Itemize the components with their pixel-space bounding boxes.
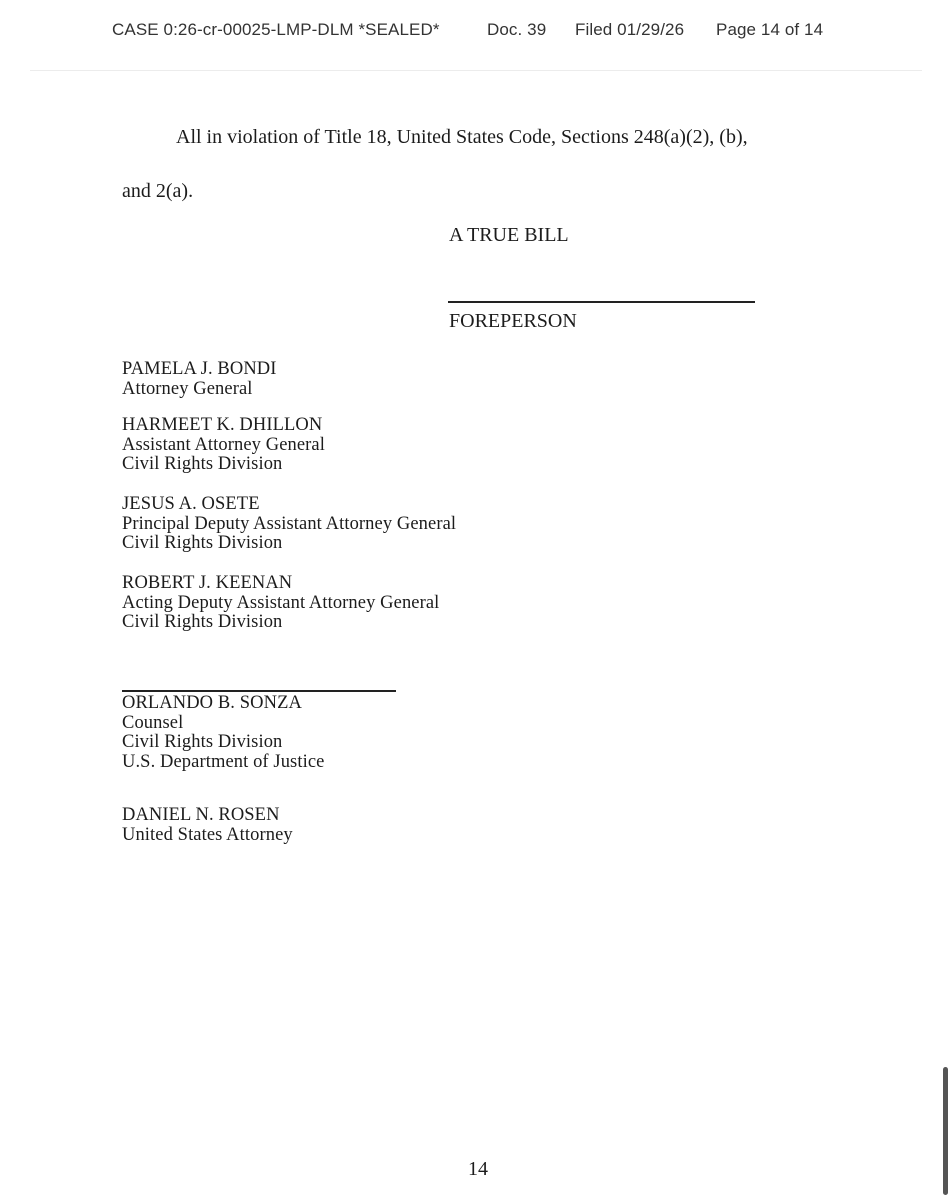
- signatory-title: United States Attorney: [122, 824, 293, 845]
- signatory-title: Principal Deputy Assistant Attorney General: [122, 513, 457, 534]
- filed-date: Filed 01/29/26: [575, 20, 685, 39]
- signatory-division: Civil Rights Division: [122, 732, 283, 753]
- signatory-name: HARMEET K. DHILLON: [122, 415, 323, 435]
- signatory-name: PAMELA J. BONDI: [122, 359, 277, 379]
- signatory-title: Attorney General: [122, 378, 253, 399]
- signatory-division: Civil Rights Division: [122, 454, 283, 475]
- signatory-name: JESUS A. OSETE: [122, 494, 260, 514]
- signatory-title: Assistant Attorney General: [122, 434, 325, 455]
- violation-statement-line2: and 2(a).: [122, 180, 194, 202]
- signatory-division: Civil Rights Division: [122, 612, 283, 633]
- foreperson-signature-line: [448, 301, 755, 303]
- case-number: CASE 0:26-cr-00025-LMP-DLM *SEALED*: [112, 20, 440, 39]
- signatory-name: DANIEL N. ROSEN: [122, 805, 280, 825]
- signatory-block: [122, 416, 325, 475]
- signatory-block: [122, 360, 277, 399]
- violation-statement-line1: All in violation of Title 18, United States Code, Sections 248(a)(2), (b),: [176, 126, 748, 148]
- signatory-division: Civil Rights Division: [122, 533, 283, 554]
- signatory-name: ORLANDO B. SONZA: [122, 693, 302, 713]
- signatory-name: ROBERT J. KEENAN: [122, 573, 293, 593]
- signatory-block: [122, 574, 439, 633]
- scrollbar-thumb[interactable]: [943, 1067, 948, 1195]
- document-number: Doc. 39: [487, 20, 547, 39]
- page-number: 14: [468, 1158, 488, 1180]
- header-divider: [30, 70, 922, 71]
- scrollbar[interactable]: [940, 0, 952, 1200]
- signatory-title: Acting Deputy Assistant Attorney General: [122, 592, 440, 613]
- counsel-signature-line: [122, 690, 396, 692]
- signatory-block: [122, 806, 293, 845]
- signatory-block: [122, 495, 456, 554]
- signatory-department: U.S. Department of Justice: [122, 751, 325, 772]
- page-count: Page 14 of 14: [716, 20, 824, 39]
- foreperson-label: FOREPERSON: [449, 310, 577, 332]
- signatory-block: [122, 694, 324, 772]
- signatory-title: Counsel: [122, 712, 184, 733]
- true-bill-heading: A TRUE BILL: [449, 224, 569, 246]
